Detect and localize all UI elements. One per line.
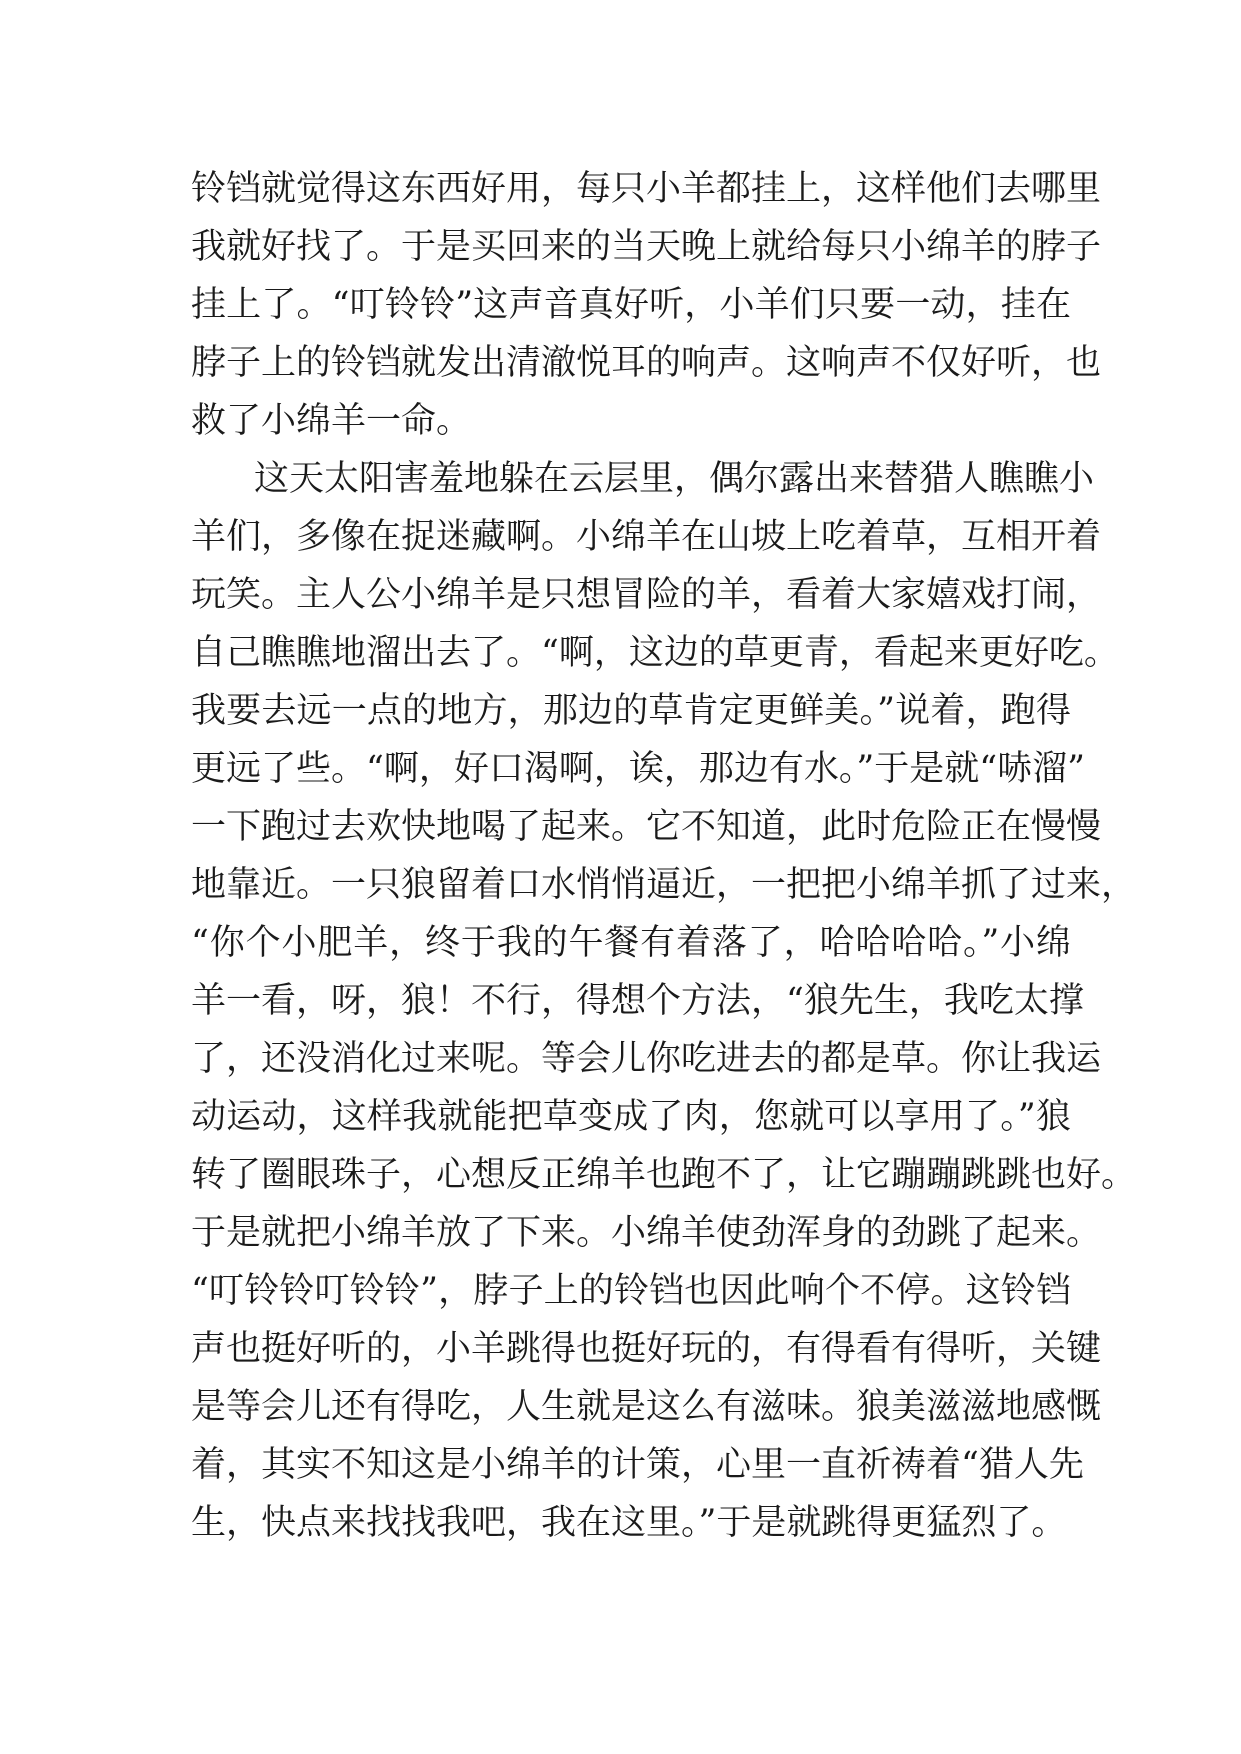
text-line: 羊一看，呀，狼！不行，得想个方法，“狼先生，我吃太撑 xyxy=(191,981,1084,1021)
text-line: 玩笑。主人公小绵羊是只想冒险的羊，看着大家嬉戏打闹， xyxy=(191,575,1102,615)
paragraph-end-line: 救了小绵羊一命。 xyxy=(191,401,472,441)
text-line: 声也挺好听的，小羊跳得也挺好玩的，有得看有得听，关键 xyxy=(191,1329,1102,1369)
text-line: 生，快点来找找我吧，我在这里。”于是就跳得更猛烈了。 xyxy=(191,1503,1067,1543)
paragraph-start-line: 这天太阳害羞地躲在云层里，偶尔露出来替猎人瞧瞧小 xyxy=(254,459,1095,499)
text-line: “叮铃铃叮铃铃”，脖子上的铃铛也因此响个不停。这铃铛 xyxy=(191,1271,1071,1311)
text-line: 了，还没消化过来呢。等会儿你吃进去的都是草。你让我运 xyxy=(191,1039,1102,1079)
text-line: 羊们，多像在捉迷藏啊。小绵羊在山坡上吃着草，互相开着 xyxy=(191,517,1102,557)
text-line: 地靠近。一只狼留着口水悄悄逼近，一把把小绵羊抓了过来， xyxy=(191,865,1137,905)
text-line: 更远了些。“啊，好口渴啊，诶，那边有水。”于是就“哧溜” xyxy=(191,749,1086,789)
text-line: 转了圈眼珠子，心想反正绵羊也跑不了，让它蹦蹦跳跳也好。 xyxy=(191,1155,1137,1195)
text-line: 挂上了。“叮铃铃”这声音真好听，小羊们只要一动，挂在 xyxy=(191,285,1071,325)
text-line: 自己瞧瞧地溜出去了。“啊，这边的草更青，看起来更好吃。 xyxy=(191,633,1119,673)
text-line: 动运动，这样我就能把草变成了肉，您就可以享用了。”狼 xyxy=(191,1097,1071,1137)
text-line: 着，其实不知这是小绵羊的计策，心里一直祈祷着“猎人先 xyxy=(191,1445,1084,1485)
text-line: 是等会儿还有得吃，人生就是这么有滋味。狼美滋滋地感慨 xyxy=(191,1387,1102,1427)
text-line: 于是就把小绵羊放了下来。小绵羊使劲浑身的劲跳了起来。 xyxy=(191,1213,1102,1253)
text-line: 我就好找了。于是买回来的当天晚上就给每只小绵羊的脖子 xyxy=(191,227,1102,267)
story-text xyxy=(191,160,1137,1552)
text-line: 一下跑过去欢快地喝了起来。它不知道，此时危险正在慢慢 xyxy=(191,807,1102,847)
text-line: 我要去远一点的地方，那边的草肯定更鲜美。”说着，跑得 xyxy=(191,691,1071,731)
text-line: “你个小肥羊，终于我的午餐有着落了，哈哈哈哈。”小绵 xyxy=(191,923,1071,963)
text-line: 脖子上的铃铛就发出清澈悦耳的响声。这响声不仅好听，也 xyxy=(191,343,1102,383)
text-line: 铃铛就觉得这东西好用，每只小羊都挂上，这样他们去哪里 xyxy=(191,169,1102,209)
